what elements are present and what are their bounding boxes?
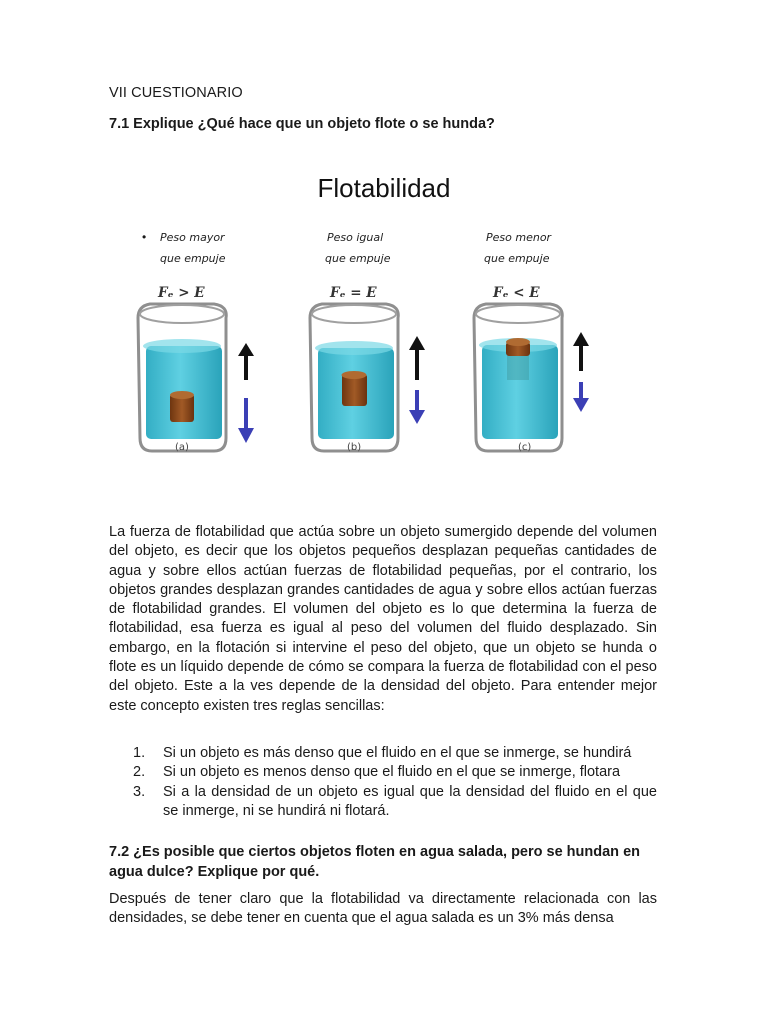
list-text: Si a la densidad de un objeto es igual que la densidad del fluido en el que se inmerge, ni se hundirá ni flotará. (163, 783, 710, 819)
arrow-down-head-a (238, 428, 254, 443)
list-item (109, 763, 657, 782)
beaker-b (310, 304, 398, 451)
arrows-b (409, 336, 425, 424)
case-c-formula: Fₑ < E (493, 285, 540, 301)
arrow-down-head-b (409, 410, 425, 424)
buoyancy-figure (124, 168, 598, 468)
case-a-formula: Fₑ > E (158, 285, 205, 301)
glass-rim-a (140, 305, 224, 323)
paragraph-1: La fuerza de flotabilidad que actúa sobre un objeto sumergido depende del volumen del objeto, es decir que los objetos pequeños desplazan pequeñas cantidades de agua y sobre ellos actúan fuerzas de flotabilidad pequeñas, por el contrario, los objetos grandes desplazan grandes cantidades de agua y sobre ellos actúan fuerzas de flotabilidad grandes. El volumen del objeto es lo que determina la fuerza de flotabilidad, esa fuerza es igual al peso del volumen del fluido desplazado. Sin embargo, en la flotación si intervine el peso del objeto, que un objeto se hunda o flote es un líquido depende de cómo se compara la fuerza de flotabilidad con el peso del objeto. Este a la ves depende de la densidad del objeto. Para entender mejor este concepto existen tres reglas sencillas: (109, 524, 657, 714)
rules-list (109, 744, 710, 821)
question-7-1: 7.1 Explique ¿Qué hace que un objeto flote o se hunda? (109, 116, 495, 132)
object-top-b (342, 371, 367, 379)
object-c-submerged (507, 356, 529, 380)
question-7-2: 7.2 ¿Es posible que ciertos objetos floten en agua salada, pero se hundan en agua dulce? Explique por qué. (109, 844, 640, 880)
case-c-label-2: que empuje (484, 252, 550, 265)
case-b-formula: Fₑ = E (330, 285, 377, 301)
case-b-label-2: que empuje (325, 252, 391, 265)
arrow-up-head-a (238, 343, 254, 356)
list-item (109, 783, 710, 822)
case-a-label-2: que empuje (160, 252, 226, 265)
case-c-letter: (c) (518, 442, 532, 453)
figure-title: Flotabilidad (317, 173, 451, 203)
case-a-label-1: Peso mayor (160, 231, 225, 244)
list-item (109, 744, 657, 763)
list-number: 1. (133, 745, 146, 761)
water-surface-a (143, 339, 221, 353)
list-text: Si un objeto es menos denso que el fluido en el que se inmerge, flotara (163, 764, 621, 781)
arrow-up-head-c (573, 332, 589, 346)
water-surface-b (315, 341, 393, 355)
list-number: 3. (133, 783, 146, 800)
bullet-icon: • (142, 230, 147, 244)
arrows-c (573, 332, 589, 412)
section-title: VII CUESTIONARIO (109, 85, 243, 101)
object-top-a (170, 391, 194, 399)
beakers-illustration (124, 168, 598, 468)
case-a-letter: (a) (175, 442, 189, 453)
arrow-up-head-b (409, 336, 425, 350)
list-text: Si un objeto es más denso que el fluido en el que se inmerge, se hundirá (163, 745, 632, 761)
arrows-a (238, 343, 254, 443)
object-top-c (506, 338, 530, 346)
beaker-c (474, 304, 562, 451)
glass-rim-c (476, 305, 560, 323)
case-b-label-1: Peso igual (327, 231, 384, 244)
list-number: 2. (133, 764, 146, 781)
paragraph-2: Después de tener claro que la flotabilidad va directamente relacionada con las densidades, se debe tener en cuenta que el agua salada es un 3% más densa (109, 891, 657, 927)
case-c-label-1: Peso menor (486, 231, 552, 244)
case-b-letter: (b) (347, 442, 362, 453)
arrow-down-head-c (573, 398, 589, 412)
glass-rim-b (312, 305, 396, 323)
